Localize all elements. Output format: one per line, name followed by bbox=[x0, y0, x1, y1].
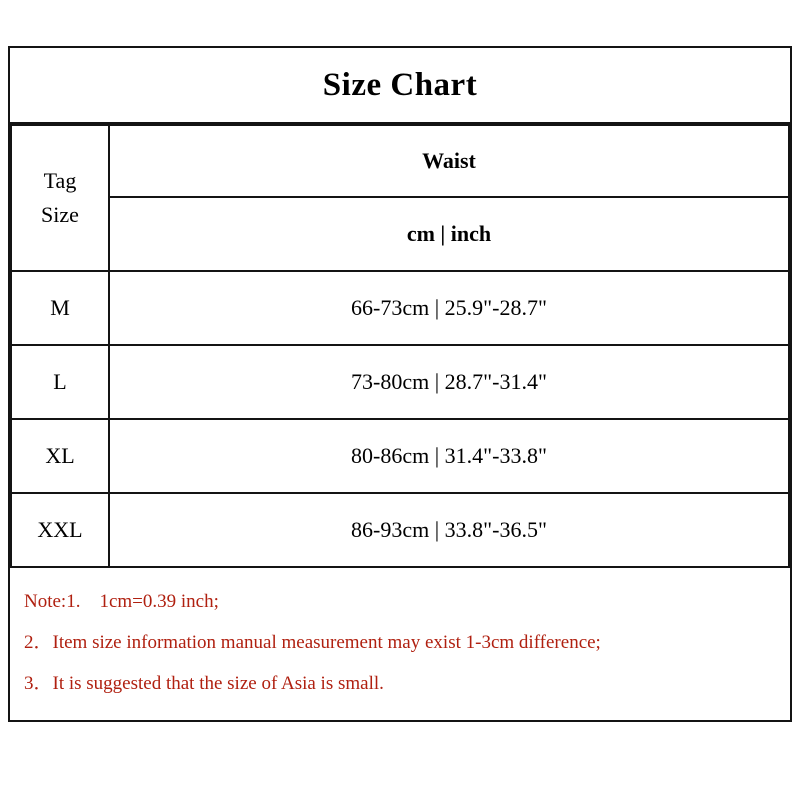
tag-size-header-line1: Tag bbox=[43, 167, 77, 193]
table-row bbox=[11, 271, 789, 345]
unit-header-cell: cm | inch bbox=[109, 197, 789, 271]
notes-section bbox=[10, 568, 790, 720]
row-size-label: M bbox=[11, 271, 109, 345]
row-waist-value: 80-86cm | 31.4"-33.8" bbox=[109, 419, 789, 493]
size-table bbox=[10, 124, 790, 568]
row-waist-value: 86-93cm | 33.8"-36.5" bbox=[109, 493, 789, 567]
row-size-label: XXL bbox=[11, 493, 109, 567]
tag-size-header-cell bbox=[11, 125, 109, 271]
chart-title-row bbox=[10, 48, 790, 124]
table-row bbox=[11, 345, 789, 419]
size-chart-container bbox=[8, 46, 792, 722]
table-header-row-unit bbox=[11, 197, 789, 271]
page-title: Size Chart bbox=[322, 66, 478, 103]
measure-header-cell: Waist bbox=[109, 125, 789, 197]
note-line-2: 2．Item size information manual measurement may exist 1-3cm difference; bbox=[24, 631, 601, 653]
note-line-3: 3．It is suggested that the size of Asia is small. bbox=[24, 672, 384, 694]
table-row bbox=[11, 419, 789, 493]
row-size-label: XL bbox=[11, 419, 109, 493]
table-header-row-measure bbox=[11, 125, 789, 197]
table-row bbox=[11, 493, 789, 567]
row-waist-value: 73-80cm | 28.7"-31.4" bbox=[109, 345, 789, 419]
tag-size-header-line2: Size bbox=[41, 202, 79, 227]
row-size-label: L bbox=[11, 345, 109, 419]
note-line-1: Note:1. 1cm=0.39 inch; bbox=[24, 591, 219, 612]
row-waist-value: 66-73cm | 25.9"-28.7" bbox=[109, 271, 789, 345]
